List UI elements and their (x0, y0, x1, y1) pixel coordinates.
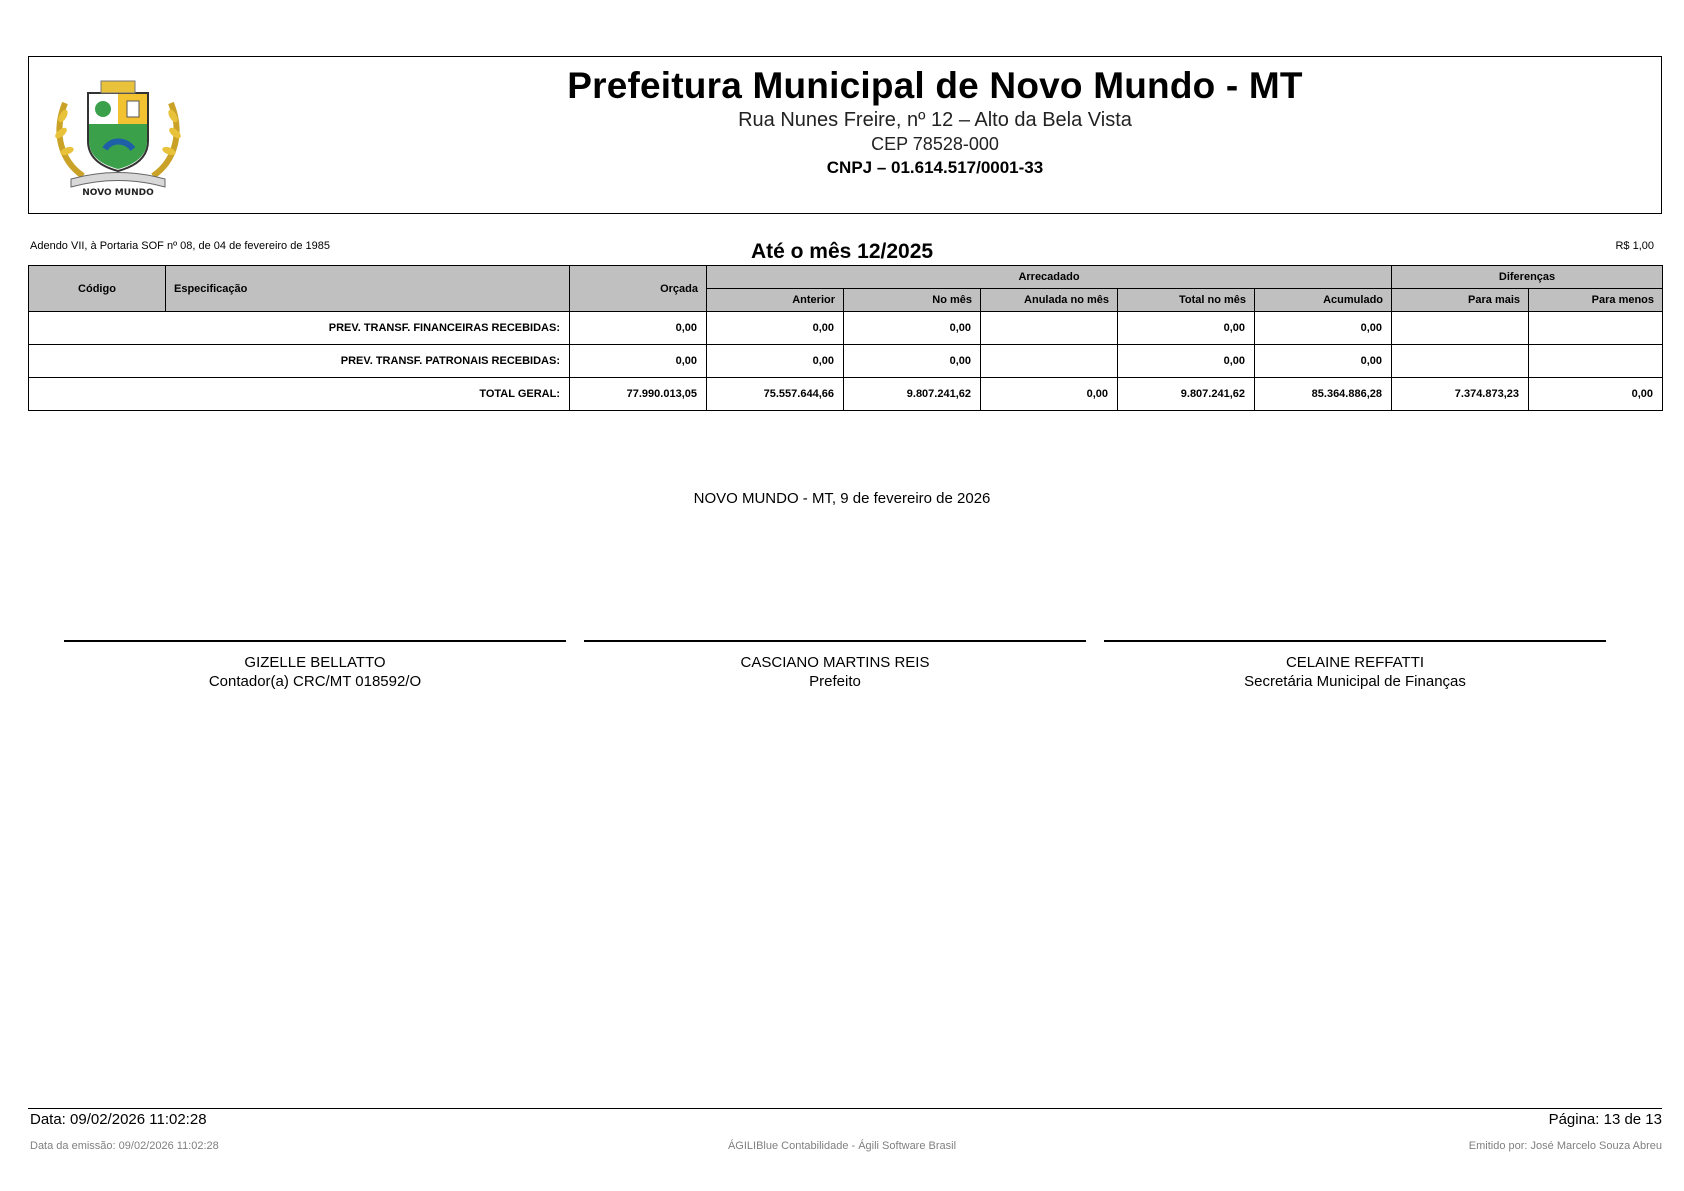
signer-role: Prefeito (809, 673, 861, 690)
emission-date: Data da emissão: 09/02/2026 11:02:28 (30, 1140, 219, 1152)
signature-line (1104, 640, 1606, 642)
signature-line (584, 640, 1086, 642)
signer-name: GIZELLE BELLATTO (244, 654, 386, 671)
footer-divider (28, 1108, 1662, 1109)
col-no-mes: No mês (844, 289, 981, 312)
signer-role: Contador(a) CRC/MT 018592/O (208, 673, 422, 690)
cell-no-mes: 0,00 (844, 345, 981, 378)
cell-no-mes: 9.807.241,62 (844, 378, 981, 411)
col-anulada: Anulada no mês (981, 289, 1118, 312)
col-acumulado: Acumulado (1255, 289, 1392, 312)
issued-by: Emitido por: José Marcelo Souza Abreu (1468, 1140, 1662, 1152)
col-anterior: Anterior (707, 289, 844, 312)
cell-anulada (981, 312, 1118, 345)
municipality-cep: CEP 78528-000 (871, 134, 999, 154)
cell-para-mais (1392, 312, 1529, 345)
table-row-total (29, 378, 1663, 411)
cell-anterior: 75.557.644,66 (707, 378, 844, 411)
cell-para-mais (1392, 345, 1529, 378)
col-para-menos: Para menos (1529, 289, 1663, 312)
cell-orcada: 77.990.013,05 (570, 378, 707, 411)
place-date: NOVO MUNDO - MT, 9 de fevereiro de 2026 (693, 490, 991, 507)
svg-text:NOVO MUNDO: NOVO MUNDO (82, 188, 154, 198)
row-label: PREV. TRANSF. PATRONAIS RECEBIDAS: (29, 345, 570, 378)
signature-block-mayor (584, 640, 1086, 690)
col-orcada: Orçada (570, 266, 707, 312)
col-para-mais: Para mais (1392, 289, 1529, 312)
cell-anulada: 0,00 (981, 378, 1118, 411)
cell-anterior: 0,00 (707, 345, 844, 378)
col-group-arrecadado: Arrecadado (707, 266, 1392, 289)
col-codigo: Código (29, 266, 166, 312)
municipality-address: Rua Nunes Freire, nº 12 – Alto da Bela Vista (738, 109, 1132, 131)
revenue-table (28, 265, 1663, 411)
col-especificacao: Especificação (166, 266, 570, 312)
report-period: Até o mês 12/2025 (750, 240, 934, 263)
signature-block-finance-secretary (1104, 640, 1606, 690)
cell-acumulado: 0,00 (1255, 312, 1392, 345)
row-label: TOTAL GERAL: (29, 378, 570, 411)
table-row (29, 345, 1663, 378)
currency-unit: R$ 1,00 (1615, 240, 1654, 252)
signature-block-accountant (64, 640, 566, 690)
signer-name: CELAINE REFFATTI (1285, 654, 1425, 671)
software-credit: ÁGILIBlue Contabilidade - Ágili Software Brasil (727, 1140, 957, 1152)
signature-line (64, 640, 566, 642)
signer-role: Secretária Municipal de Finanças (1244, 673, 1466, 690)
signer-name: CASCIANO MARTINS REIS (740, 654, 930, 671)
cell-para-menos: 0,00 (1529, 378, 1663, 411)
municipality-cnpj: CNPJ – 01.614.517/0001-33 (826, 158, 1044, 177)
cell-total-mes: 9.807.241,62 (1118, 378, 1255, 411)
footer-date: Data: 09/02/2026 11:02:28 (30, 1111, 207, 1128)
cell-total-mes: 0,00 (1118, 345, 1255, 378)
table-row (29, 312, 1663, 345)
cell-anulada (981, 345, 1118, 378)
cell-total-mes: 0,00 (1118, 312, 1255, 345)
cell-anterior: 0,00 (707, 312, 844, 345)
row-label: PREV. TRANSF. FINANCEIRAS RECEBIDAS: (29, 312, 570, 345)
cell-acumulado: 0,00 (1255, 345, 1392, 378)
cell-para-mais: 7.374.873,23 (1392, 378, 1529, 411)
cell-para-menos (1529, 312, 1663, 345)
legal-reference: Adendo VII, à Portaria SOF nº 08, de 04 de fevereiro de 1985 (30, 240, 330, 252)
cell-orcada: 0,00 (570, 312, 707, 345)
col-group-diferencas: Diferenças (1392, 266, 1663, 289)
cell-no-mes: 0,00 (844, 312, 981, 345)
col-total-mes: Total no mês (1118, 289, 1255, 312)
footer-page-number: Página: 13 de 13 (1548, 1111, 1662, 1128)
municipal-coat-of-arms-logo (43, 71, 193, 201)
cell-para-menos (1529, 345, 1663, 378)
cell-orcada: 0,00 (570, 345, 707, 378)
cell-acumulado: 85.364.886,28 (1255, 378, 1392, 411)
municipality-title: Prefeitura Municipal de Novo Mundo - MT (567, 65, 1303, 106)
document-header (28, 56, 1662, 214)
